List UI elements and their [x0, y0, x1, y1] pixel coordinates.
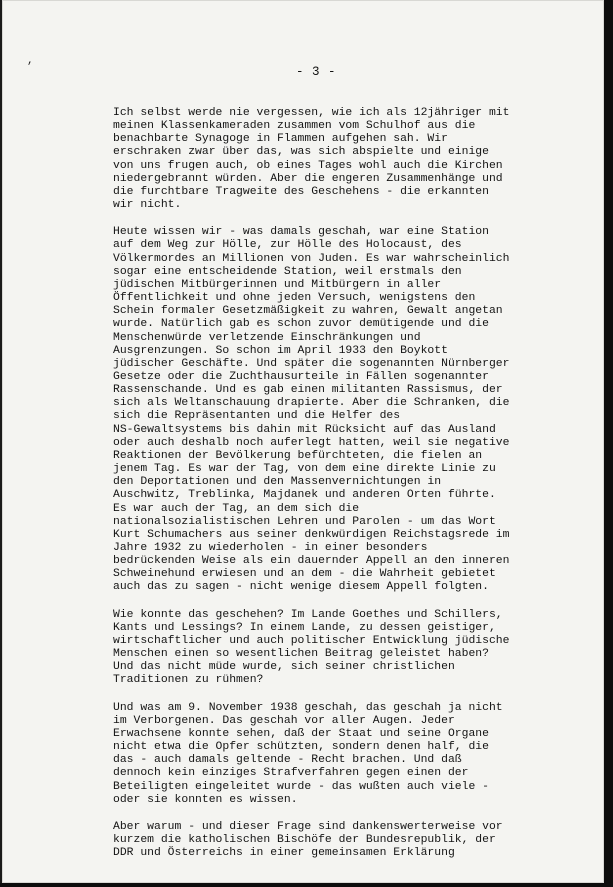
text-line: Schweinehund erwiesen und an dem - die Wahrheit gebietet — [113, 568, 496, 581]
text-line: Wie konnte das geschehen? Im Lande Goethes und Schillers, — [113, 608, 503, 621]
text-line: Es war auch der Tag, an dem sich die — [113, 502, 360, 515]
margin-mark: , — [27, 55, 34, 67]
text-line: dennoch kein einziges Strafverfahren gegen einen der — [113, 767, 469, 780]
text-line: Auschwitz, Treblinka, Majdanek und anderen Orten führte. — [113, 489, 496, 502]
text-line: Jahre 1932 zu wiederholen - in einer besonders — [113, 542, 428, 554]
scan-border-bottom — [0, 883, 613, 887]
text-line: Erwachsene konnte sehen, daß der Staat und seine Organe — [113, 727, 489, 740]
text-line: DDR und Österreichs in einer gemeinsamen Erklärung — [113, 847, 455, 860]
text-line: NS-Gewaltsystems bis dahin mit Rücksicht auf das Ausland — [113, 423, 496, 436]
text-line: Heute wissen wir - was damals geschah, war eine Station — [113, 226, 489, 239]
paragraph — [113, 821, 533, 860]
text-line: Aber warum - und dieser Frage sind dankenswerterweise vor — [113, 820, 503, 833]
paragraph — [113, 609, 533, 688]
text-line: auch das zu sagen - nicht wenige diesem Appell folgten. — [113, 581, 489, 594]
text-line: sich als Weltanschauung drapierte. Aber die Schranken, die — [113, 397, 510, 410]
text-line: Ich selbst werde nie vergessen, wie ich als 12jähriger mit — [113, 107, 510, 119]
text-line: Beteiligten eingeleitet wurde - das wußten auch viele - — [113, 780, 489, 793]
text-line: Kants und Lessings? In einem Lande, zu dessen geistiger, — [113, 621, 496, 634]
text-line: benachbarte Synagoge in Flammen aufgehen sah. Wir — [113, 133, 448, 146]
text-line: bedrückenden Weise als ein dauernder Appell an den inneren — [113, 555, 510, 568]
text-line: wir nicht. — [113, 199, 182, 212]
text-line: oder auch deshalb noch auferlegt hatten, weil sie negative — [113, 436, 510, 449]
text-line: Menschen einen so wesentlichen Beitrag geleistet haben? — [113, 648, 489, 661]
text-line: Rassenschande. Und es gab einen militanten Rassismus, der — [113, 384, 503, 397]
text-line: jüdischer Geschäfte. Und später die sogenannten Nürnberger — [113, 357, 510, 370]
text-line: Gesetze oder die Zuchthausurteile in Fällen sogenannter — [113, 370, 489, 383]
text-line: Reaktionen der Bevölkerung befürchteten, die fielen an — [113, 449, 483, 462]
text-line: Und das nicht müde wurde, sich seiner christlichen — [113, 661, 455, 674]
text-line: den Deportationen und den Massenvernichtungen in — [113, 476, 442, 489]
text-line: wurde. Natürlich gab es schon zuvor demütigende und die — [113, 318, 489, 331]
text-line: wirtschaftlicher und auch politischer Entwicklung jüdische — [113, 634, 510, 647]
text-line: Traditionen zu rühmen? — [113, 674, 264, 687]
text-line: Menschenwürde verletzende Einschränkungen und — [113, 331, 421, 344]
page-number: - 3 - — [296, 65, 337, 79]
text-line: von uns frugen auch, ob eines Tages wohl auch die Kirchen — [113, 159, 503, 172]
text-line: Kurt Schumachers aus seiner denkwürdigen Reichstagsrede im — [113, 528, 510, 541]
text-line: erschraken zwar über das, was sich abspielte und einige — [113, 146, 489, 159]
text-line: niedergebrannt würden. Aber die engeren Zusammenhänge und — [113, 172, 503, 185]
text-line: jüdischen Mitbürgerinnen und Mitbürgern in aller — [113, 278, 442, 291]
text-line: sogar eine entscheidende Station, weil erstmals den — [113, 265, 462, 278]
text-line: Ausgrenzungen. So schon im April 1933 den Boykott — [113, 344, 448, 357]
text-line: jenem Tag. Es war der Tag, von dem eine direkte Linie zu — [113, 463, 496, 476]
text-line: Schein formaler Gesetzmäßigkeit zu wahren, Gewalt angetan — [113, 305, 503, 318]
text-line: meinen Klassenkameraden zusammen vom Schulhof aus die — [113, 120, 476, 133]
document-page — [2, 0, 604, 883]
text-line: das - auch damals geltende - Recht brachen. Und daß — [113, 754, 462, 767]
scan-border-right — [604, 0, 613, 887]
text-line: kurzem die katholischen Bischöfe der Bundesrepublik, der — [113, 833, 496, 846]
text-line: Und was am 9. November 1938 geschah, das geschah ja nicht — [113, 701, 503, 714]
text-line: nicht etwa die Opfer schützten, sondern denen half, die — [113, 741, 489, 754]
paragraph — [113, 107, 533, 212]
paragraph — [113, 226, 533, 594]
text-line: oder sie konnten es wissen. — [113, 793, 298, 806]
text-line: auf dem Weg zur Hölle, zur Hölle des Holocaust, des — [113, 239, 462, 252]
text-line: sich die Repräsentanten und die Helfer des — [113, 410, 401, 423]
text-line: Völkermordes an Millionen von Juden. Es war wahrscheinlich — [113, 252, 510, 265]
body-text — [113, 107, 533, 874]
paragraph — [113, 702, 533, 807]
text-line: nationalsozialistischen Lehren und Parolen - um das Wort — [113, 515, 496, 528]
text-line: die furchtbare Tragweite des Geschehens - die erkannten — [113, 185, 489, 198]
text-line: im Verborgenen. Das geschah vor aller Augen. Jeder — [113, 714, 455, 727]
text-line: Öffentlichkeit und ohne jeden Versuch, wenigstens den — [113, 292, 476, 305]
